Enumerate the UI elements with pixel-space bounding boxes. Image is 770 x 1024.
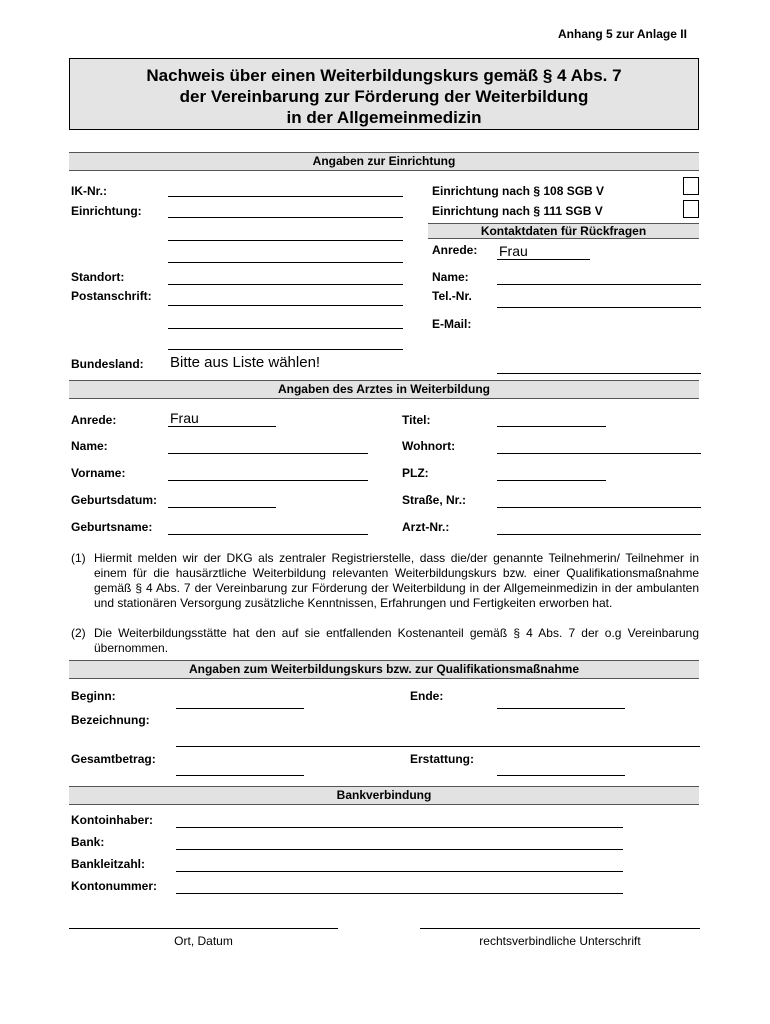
place-date-input[interactable] bbox=[69, 928, 338, 929]
einrichtung-label: Einrichtung: bbox=[71, 204, 142, 218]
section-institution-heading: Angaben zur Einrichtung bbox=[69, 152, 699, 171]
option-111-label: Einrichtung nach § 111 SGB V bbox=[432, 204, 603, 218]
geburtsdatum-input[interactable] bbox=[168, 507, 276, 508]
einrichtung-input-3[interactable] bbox=[168, 262, 403, 263]
kontoinhaber-input[interactable] bbox=[176, 827, 623, 828]
doctor-anrede-value: Frau bbox=[170, 410, 199, 426]
ende-input[interactable] bbox=[497, 708, 625, 709]
geburtsname-label: Geburtsname: bbox=[71, 520, 153, 534]
declaration-2-number: (2) bbox=[71, 626, 86, 640]
section-course-heading: Angaben zum Weiterbildungskurs bzw. zur Qualifikationsmaßnahme bbox=[69, 660, 699, 679]
einrichtung-input-2[interactable] bbox=[168, 240, 403, 241]
ende-label: Ende: bbox=[410, 689, 444, 703]
contact-email-input[interactable] bbox=[497, 373, 701, 374]
strasse-label: Straße, Nr.: bbox=[402, 493, 467, 507]
kontoinhaber-label: Kontoinhaber: bbox=[71, 813, 153, 827]
blz-label: Bankleitzahl: bbox=[71, 857, 146, 871]
bezeichnung-input[interactable] bbox=[176, 746, 700, 747]
section-bank-heading: Bankverbindung bbox=[69, 786, 699, 805]
contact-email-label: E-Mail: bbox=[432, 317, 472, 331]
contact-anrede-label: Anrede: bbox=[432, 243, 478, 257]
kontonummer-input[interactable] bbox=[176, 893, 623, 894]
option-108-checkbox[interactable] bbox=[683, 177, 699, 195]
declaration-1 bbox=[71, 551, 699, 611]
contact-tel-input[interactable] bbox=[497, 307, 701, 308]
bundesland-select[interactable]: Bitte aus Liste wählen! bbox=[170, 354, 321, 371]
geburtsname-input[interactable] bbox=[168, 534, 368, 535]
declaration-1-text: Hiermit melden wir der DKG als zentraler Registrierstelle, dass die/der genannte Teilnehmerin/ Teilnehmer in einem für die hausärztliche Weiterbildung relevanten Weiterbildungskurs bzw. einer Qualifikationsmaßnahme gemäß § 4 Abs. 7 der Vereinbarung zur Förderung der Weiterbildung in der Allgemeinmedizin in der ambulanten und stationären Versorgung zusätzliche Kenntnissen, Erfahrungen und Fertigkeiten erworben hat. bbox=[94, 551, 699, 610]
doctor-anrede-label: Anrede: bbox=[71, 413, 117, 427]
geburtsdatum-label: Geburtsdatum: bbox=[71, 493, 158, 507]
erstattung-input[interactable] bbox=[497, 775, 625, 776]
plz-input[interactable] bbox=[497, 480, 606, 481]
titel-label: Titel: bbox=[402, 413, 431, 427]
option-108-label: Einrichtung nach § 108 SGB V bbox=[432, 184, 605, 198]
declaration-2-text: Die Weiterbildungsstätte hat den auf sie entfallenden Kostenanteil gemäß § 4 Abs. 7 der o.g Vereinbarung übernommen. bbox=[94, 626, 699, 655]
ik-input[interactable] bbox=[168, 196, 403, 197]
postanschrift-label: Postanschrift: bbox=[71, 289, 152, 303]
vorname-label: Vorname: bbox=[71, 466, 126, 480]
gesamtbetrag-input[interactable] bbox=[176, 775, 304, 776]
option-111-checkbox[interactable] bbox=[683, 200, 699, 218]
contact-name-label: Name: bbox=[432, 270, 469, 284]
vorname-input[interactable] bbox=[168, 480, 368, 481]
signature-input[interactable] bbox=[420, 928, 700, 929]
form-title bbox=[69, 58, 699, 130]
bank-label: Bank: bbox=[71, 835, 105, 849]
doctor-anrede-select[interactable] bbox=[168, 410, 276, 427]
standort-label: Standort: bbox=[71, 270, 125, 284]
contact-anrede-select[interactable] bbox=[497, 243, 590, 260]
bezeichnung-label: Bezeichnung: bbox=[71, 713, 150, 727]
postanschrift-input-1[interactable] bbox=[168, 305, 403, 306]
erstattung-label: Erstattung: bbox=[410, 752, 474, 766]
kontonummer-label: Kontonummer: bbox=[71, 879, 157, 893]
signature-label: rechtsverbindliche Unterschrift bbox=[479, 934, 641, 948]
einrichtung-input-1[interactable] bbox=[168, 217, 403, 218]
title-line-1: Nachweis über einen Weiterbildungskurs gemäß § 4 Abs. 7 bbox=[146, 66, 622, 85]
annex-label: Anhang 5 zur Anlage II bbox=[558, 27, 687, 41]
beginn-label: Beginn: bbox=[71, 689, 116, 703]
doctor-name-label: Name: bbox=[71, 439, 108, 453]
bundesland-label: Bundesland: bbox=[71, 357, 144, 371]
ik-label: IK-Nr.: bbox=[71, 184, 107, 198]
wohnort-label: Wohnort: bbox=[402, 439, 456, 453]
blz-input[interactable] bbox=[176, 871, 623, 872]
contact-name-input[interactable] bbox=[497, 284, 701, 285]
beginn-input[interactable] bbox=[176, 708, 304, 709]
arztnr-label: Arzt-Nr.: bbox=[402, 520, 450, 534]
title-line-3: in der Allgemeinmedizin bbox=[286, 108, 482, 127]
strasse-input[interactable] bbox=[497, 507, 701, 508]
place-date-label: Ort, Datum bbox=[174, 934, 233, 948]
declaration-2 bbox=[71, 626, 699, 656]
doctor-name-input[interactable] bbox=[168, 453, 368, 454]
bank-input[interactable] bbox=[176, 849, 623, 850]
postanschrift-input-3[interactable] bbox=[168, 349, 403, 350]
title-line-2: der Vereinbarung zur Förderung der Weiterbildung bbox=[179, 87, 589, 106]
standort-input[interactable] bbox=[168, 284, 403, 285]
contact-tel-label: Tel.-Nr. bbox=[432, 289, 472, 303]
contact-heading: Kontaktdaten für Rückfragen bbox=[428, 223, 699, 239]
declaration-1-number: (1) bbox=[71, 551, 86, 565]
section-doctor-heading: Angaben des Arztes in Weiterbildung bbox=[69, 380, 699, 399]
titel-input[interactable] bbox=[497, 426, 606, 427]
wohnort-input[interactable] bbox=[497, 453, 701, 454]
gesamtbetrag-label: Gesamtbetrag: bbox=[71, 752, 156, 766]
postanschrift-input-2[interactable] bbox=[168, 328, 403, 329]
plz-label: PLZ: bbox=[402, 466, 429, 480]
contact-anrede-value: Frau bbox=[499, 243, 528, 259]
arztnr-input[interactable] bbox=[497, 534, 701, 535]
